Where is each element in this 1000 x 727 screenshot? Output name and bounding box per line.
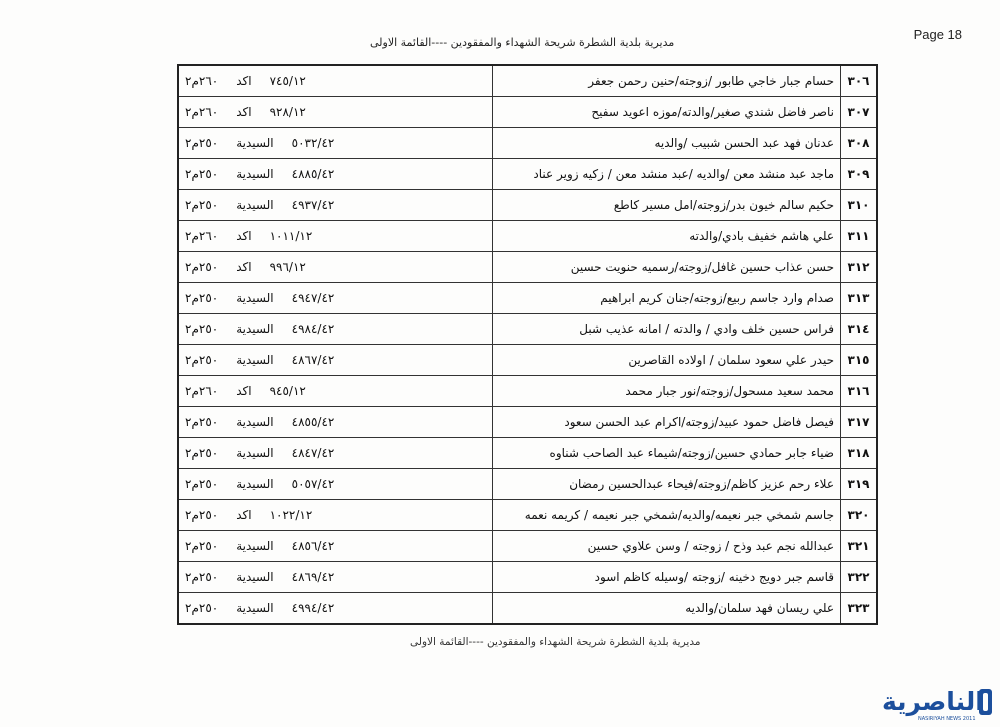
- plot-number: ٥٠٥٧/٤٢: [291, 477, 335, 491]
- table-row: [178, 159, 877, 190]
- beneficiary-name: علاء رحم عزيز كاظم/زوجته/فيحاء عبدالحسين رمضان: [493, 469, 841, 500]
- plot-number: ٤٨٥٦/٤٢: [291, 539, 335, 553]
- area-name: السيدية: [236, 291, 274, 305]
- plot-size: ٢٥٠م٢: [185, 508, 219, 522]
- plot-size: ٢٦٠م٢: [185, 229, 219, 243]
- area-name: السيدية: [236, 136, 274, 150]
- row-number: ٣٢٠: [841, 500, 878, 531]
- plot-number: ٤٨٨٥/٤٢: [291, 167, 335, 181]
- area-name: اكد: [236, 105, 252, 119]
- area-name: السيدية: [236, 539, 274, 553]
- nasiriyah-logo: [882, 687, 996, 725]
- plot-number: ٤٩٩٤/٤٢: [291, 601, 335, 615]
- table-row: [178, 593, 877, 625]
- row-number: ٣٢٢: [841, 562, 878, 593]
- property-cell: [178, 221, 493, 252]
- area-name: السيدية: [236, 167, 274, 181]
- plot-number: ٩٢٨/١٢: [269, 105, 306, 119]
- logo-wordmark: الناصرية: [882, 687, 984, 716]
- property-cell: [178, 190, 493, 221]
- records-table: [177, 64, 878, 625]
- beneficiary-name: حسن عذاب حسين غافل/زوجته/رسميه حنويت حسين: [493, 252, 841, 283]
- property-cell: [178, 562, 493, 593]
- row-number: ٣٠٧: [841, 97, 878, 128]
- beneficiary-name: فيصل فاضل حمود عبيد/زوجته/اكرام عبد الحسن سعود: [493, 407, 841, 438]
- plot-number: ٤٨٦٧/٤٢: [291, 353, 335, 367]
- property-cell: [178, 314, 493, 345]
- beneficiary-name: علي هاشم خفيف بادي/والدته: [493, 221, 841, 252]
- plot-size: ٢٥٠م٢: [185, 322, 219, 336]
- row-number: ٣١٧: [841, 407, 878, 438]
- area-name: اكد: [236, 508, 252, 522]
- area-name: اكد: [236, 74, 252, 88]
- row-number: ٣١٦: [841, 376, 878, 407]
- table-row: [178, 128, 877, 159]
- plot-size: ٢٥٠م٢: [185, 291, 219, 305]
- plot-number: ٧٤٥/١٢: [269, 74, 306, 88]
- row-number: ٣١٤: [841, 314, 878, 345]
- property-cell: [178, 128, 493, 159]
- row-number: ٣١٩: [841, 469, 878, 500]
- plot-size: ٢٦٠م٢: [185, 105, 219, 119]
- records-table-body: [178, 65, 877, 624]
- table-row: [178, 97, 877, 128]
- beneficiary-name: عبدالله نجم عبد وذح / زوجته / وسن علاوي حسين: [493, 531, 841, 562]
- page-footer-title: مديرية بلدية الشطرة شريحة الشهداء والمفقودين ----القائمة الاولى: [410, 636, 701, 648]
- beneficiary-name: ناصر فاضل شندي صغير/والدته/موزه اعويد سفيح: [493, 97, 841, 128]
- table-row: [178, 345, 877, 376]
- beneficiary-name: ضياء جابر حمادي حسين/زوجته/شيماء عبد الصاحب شناوه: [493, 438, 841, 469]
- property-cell: [178, 252, 493, 283]
- property-cell: [178, 438, 493, 469]
- table-row: [178, 190, 877, 221]
- row-number: ٣٠٩: [841, 159, 878, 190]
- plot-size: ٢٥٠م٢: [185, 601, 219, 615]
- beneficiary-name: قاسم جبر دويج دخينه /زوجته /وسيله كاظم اسود: [493, 562, 841, 593]
- plot-number: ٩٤٥/١٢: [269, 384, 306, 398]
- plot-number: ٤٨٥٥/٤٢: [291, 415, 335, 429]
- beneficiary-name: ماجد عبد منشد معن /والديه /عبد منشد معن / زكيه زوير عناد: [493, 159, 841, 190]
- property-cell: [178, 593, 493, 625]
- beneficiary-name: محمد سعيد مسحول/زوجته/نور جبار محمد: [493, 376, 841, 407]
- plot-number: ١٠٢٢/١٢: [269, 508, 313, 522]
- area-name: السيدية: [236, 570, 274, 584]
- area-name: السيدية: [236, 477, 274, 491]
- beneficiary-name: حيدر علي سعود سلمان / اولاده القاصرين: [493, 345, 841, 376]
- page-number: Page 18: [913, 27, 962, 42]
- row-number: ٣١٢: [841, 252, 878, 283]
- plot-size: ٢٥٠م٢: [185, 415, 219, 429]
- area-name: السيدية: [236, 415, 274, 429]
- plot-number: ٤٩٨٤/٤٢: [291, 322, 335, 336]
- row-number: ٣٠٨: [841, 128, 878, 159]
- property-cell: [178, 283, 493, 314]
- property-cell: [178, 159, 493, 190]
- beneficiary-name: فراس حسين خلف وادي / والدته / امانه عذيب شبل: [493, 314, 841, 345]
- table-row: [178, 469, 877, 500]
- plot-size: ٢٥٠م٢: [185, 539, 219, 553]
- property-cell: [178, 65, 493, 97]
- property-cell: [178, 407, 493, 438]
- plot-size: ٢٥٠م٢: [185, 477, 219, 491]
- plot-size: ٢٥٠م٢: [185, 136, 219, 150]
- plot-number: ٤٨٤٧/٤٢: [291, 446, 335, 460]
- plot-number: ٩٩٦/١٢: [269, 260, 306, 274]
- area-name: السيدية: [236, 198, 274, 212]
- area-name: اكد: [236, 260, 252, 274]
- row-number: ٣١٥: [841, 345, 878, 376]
- plot-number: ٥٠٣٢/٤٢: [291, 136, 335, 150]
- plot-size: ٢٦٠م٢: [185, 74, 219, 88]
- plot-size: ٢٥٠م٢: [185, 446, 219, 460]
- plot-number: ٤٩٤٧/٤٢: [291, 291, 335, 305]
- row-number: ٣١١: [841, 221, 878, 252]
- plot-size: ٢٦٠م٢: [185, 384, 219, 398]
- plot-number: ١٠١١/١٢: [269, 229, 313, 243]
- row-number: ٣٢١: [841, 531, 878, 562]
- plot-number: ٤٨٦٩/٤٢: [291, 570, 335, 584]
- table-row: [178, 283, 877, 314]
- plot-size: ٢٥٠م٢: [185, 167, 219, 181]
- area-name: السيدية: [236, 322, 274, 336]
- row-number: ٣١٣: [841, 283, 878, 314]
- property-cell: [178, 500, 493, 531]
- beneficiary-name: حكيم سالم خيون بدر/زوجته/امل مسير كاطع: [493, 190, 841, 221]
- plot-size: ٢٥٠م٢: [185, 570, 219, 584]
- row-number: ٣١٠: [841, 190, 878, 221]
- plot-size: ٢٥٠م٢: [185, 198, 219, 212]
- property-cell: [178, 469, 493, 500]
- area-name: اكد: [236, 384, 252, 398]
- beneficiary-name: صدام وارد جاسم ربيع/زوجته/جنان كريم ابراهيم: [493, 283, 841, 314]
- table-row: [178, 252, 877, 283]
- row-number: ٣٠٦: [841, 65, 878, 97]
- row-number: ٣١٨: [841, 438, 878, 469]
- table-row: [178, 438, 877, 469]
- logo-subtext: NASIRIYAH NEWS 2011: [918, 716, 976, 722]
- property-cell: [178, 345, 493, 376]
- table-row: [178, 65, 877, 97]
- table-row: [178, 314, 877, 345]
- plot-size: ٢٥٠م٢: [185, 353, 219, 367]
- beneficiary-name: حسام جبار خاجي طابور /زوجته/حنين رحمن جعفر: [493, 65, 841, 97]
- beneficiary-name: جاسم شمخي جبر نعيمه/والديه/شمخي جبر نعيمه / كريمه نعمه: [493, 500, 841, 531]
- property-cell: [178, 376, 493, 407]
- table-row: [178, 221, 877, 252]
- row-number: ٣٢٣: [841, 593, 878, 625]
- beneficiary-name: علي ريسان فهد سلمان/والديه: [493, 593, 841, 625]
- plot-number: ٤٩٣٧/٤٢: [291, 198, 335, 212]
- table-row: [178, 376, 877, 407]
- plot-size: ٢٥٠م٢: [185, 260, 219, 274]
- table-row: [178, 562, 877, 593]
- beneficiary-name: عدنان فهد عبد الحسن شبيب /والديه: [493, 128, 841, 159]
- property-cell: [178, 531, 493, 562]
- table-row: [178, 500, 877, 531]
- area-name: السيدية: [236, 446, 274, 460]
- area-name: السيدية: [236, 601, 274, 615]
- table-row: [178, 407, 877, 438]
- table-row: [178, 531, 877, 562]
- area-name: السيدية: [236, 353, 274, 367]
- property-cell: [178, 97, 493, 128]
- page-header-title: مديرية بلدية الشطرة شريحة الشهداء والمفقودين ----القائمة الاولى: [370, 36, 675, 49]
- area-name: اكد: [236, 229, 252, 243]
